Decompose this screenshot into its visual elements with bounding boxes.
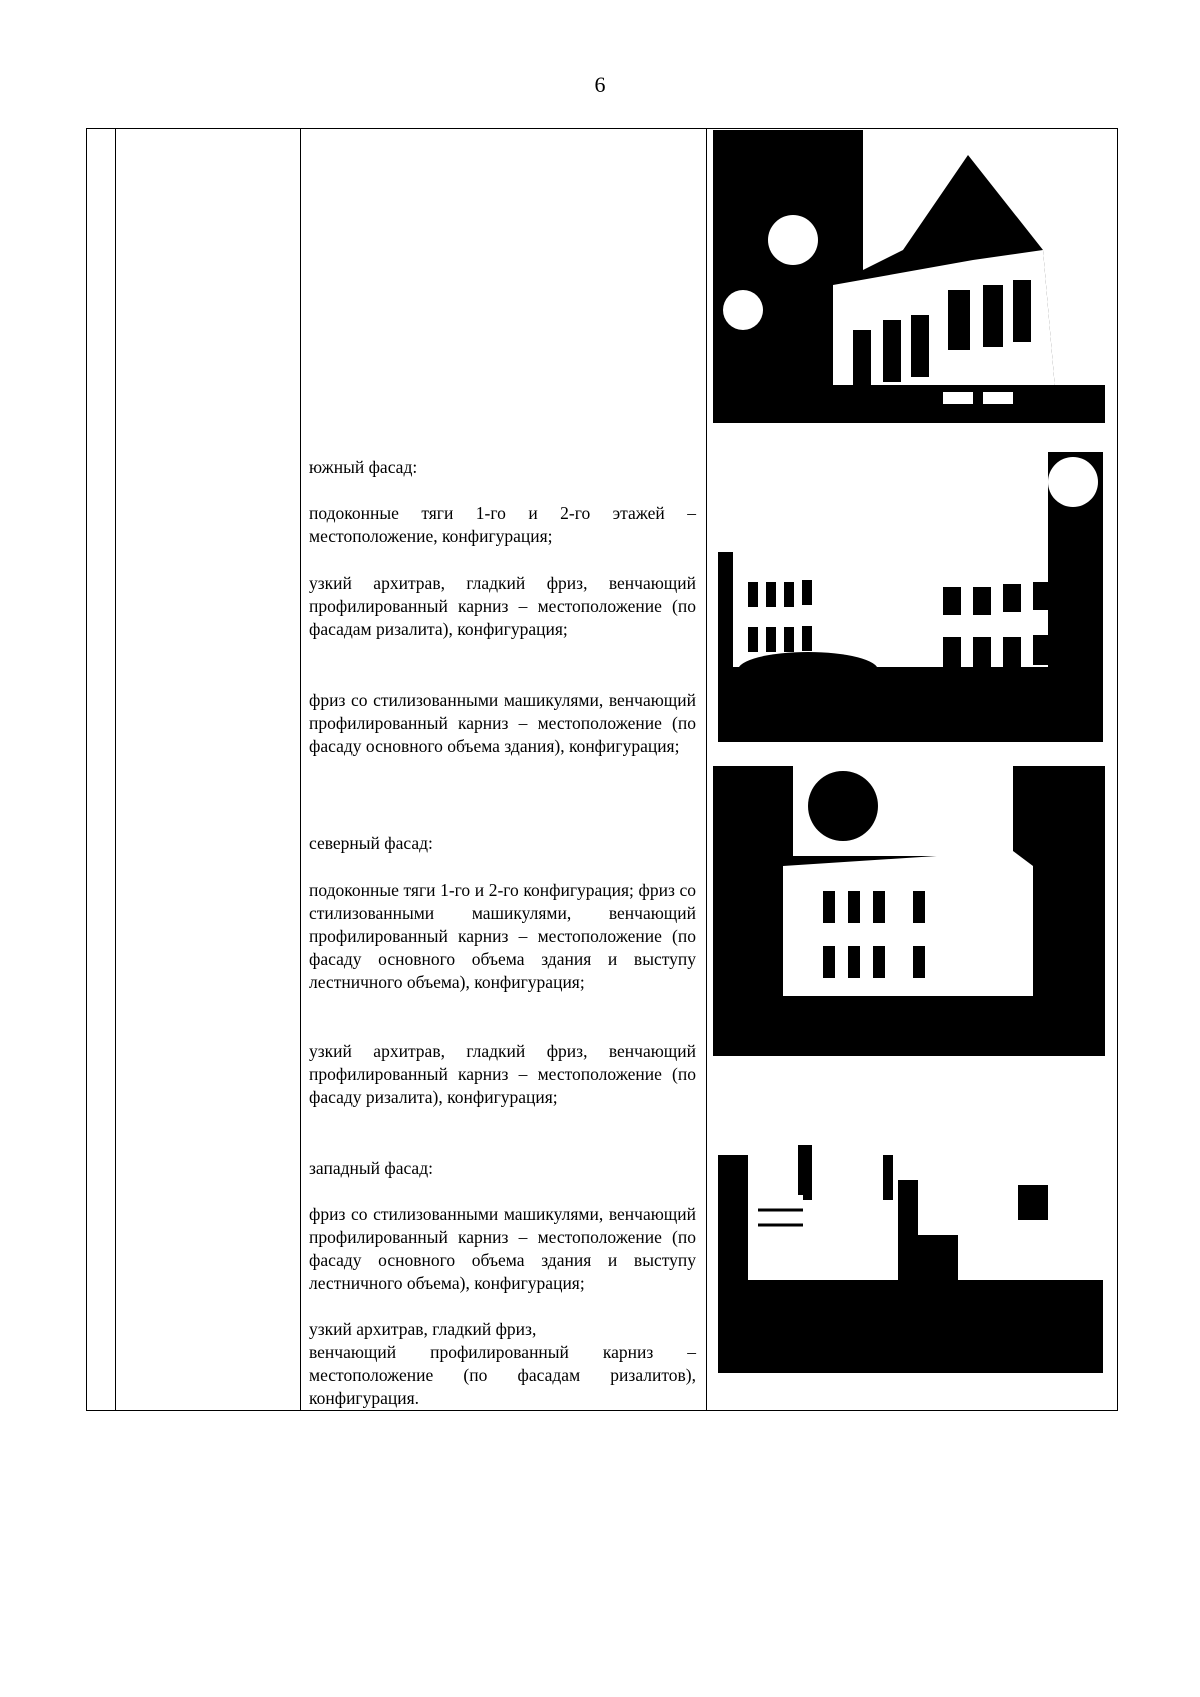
photo-facade-1 [713, 130, 1105, 423]
south-facade-item: подоконные тяги 1-го и 2-го этажей – местоположение, конфигурация; [309, 503, 696, 546]
table-column-divider [115, 129, 116, 1410]
west-facade-item: венчающий профилированный карниз – местоположение (по фасадам ризалитов), конфигурация. [309, 1342, 696, 1408]
page-number: 6 [594, 72, 606, 97]
west-facade-item: фриз со стилизованными машикулями, венчающий профилированный карниз – местоположение (по фасаду основного объема здания и выступу лестничного объема), конфигурация; [309, 1204, 696, 1293]
north-facade-item: узкий архитрав, гладкий фриз, венчающий профилированный карниз – местоположение (по фасаду ризалита), конфигурация; [309, 1041, 696, 1107]
table-column-divider [300, 129, 301, 1410]
north-facade-item: подоконные тяги 1-го и 2-го конфигурация; фриз со стилизованными машикулями, венчающий профилированный карниз – местоположение (по фасаду основного объема здания и выступу лестничного объема), конфигурация; [309, 880, 696, 992]
table-column-divider [706, 129, 707, 1410]
photo-north-facade [713, 766, 1105, 1056]
north-facade-heading: северный фасад: [309, 833, 433, 853]
south-facade-item: узкий архитрав, гладкий фриз, венчающий профилированный карниз – местоположение (по фасадам ризалита), конфигурация; [309, 573, 696, 639]
south-facade-item: фриз со стилизованными машикулями, венчающий профилированный карниз – местоположение (по фасаду основного объема здания), конфигурация; [309, 690, 696, 756]
photo-west-facade [718, 1085, 1103, 1373]
west-facade-item: узкий архитрав, гладкий фриз, [309, 1319, 537, 1339]
photo-south-facade [718, 452, 1103, 742]
west-facade-heading: западный фасад: [309, 1158, 433, 1178]
south-facade-heading: южный фасад: [309, 457, 418, 477]
